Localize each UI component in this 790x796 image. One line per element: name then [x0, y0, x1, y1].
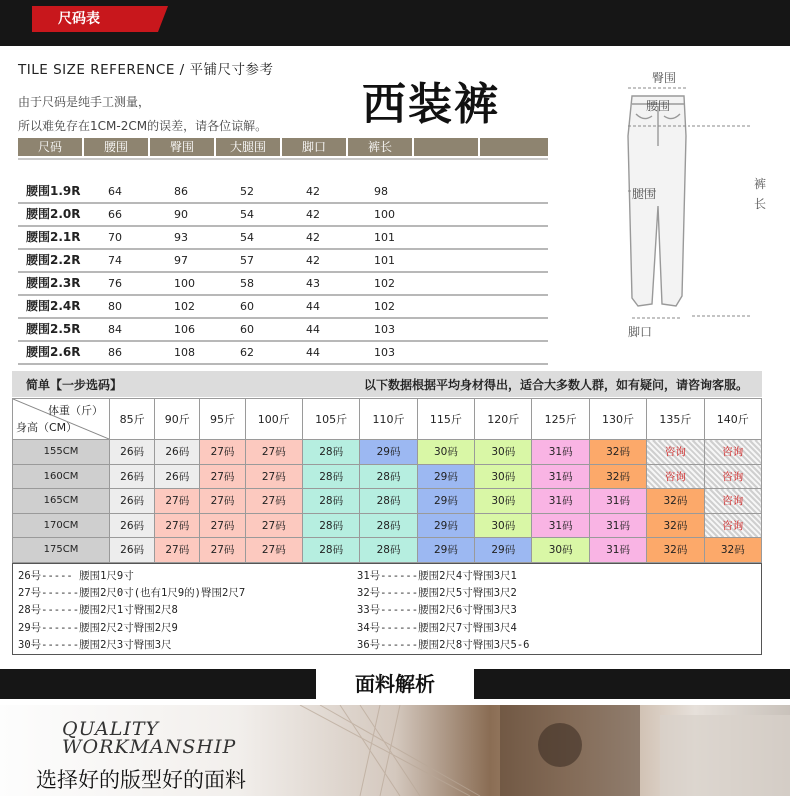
size-row — [18, 227, 548, 250]
size-value: 44 — [306, 300, 320, 313]
size-value: 97 — [174, 254, 188, 267]
consult-cell: 咨询 — [647, 464, 704, 489]
size-value: 70 — [108, 231, 122, 244]
size-cell: 31码 — [589, 513, 646, 538]
size-value: 74 — [108, 254, 122, 267]
size-cell: 28码 — [302, 464, 359, 489]
size-cell: 30码 — [475, 513, 532, 538]
size-cell: 27码 — [200, 538, 245, 563]
size-value: 84 — [108, 323, 122, 336]
size-row — [18, 250, 548, 273]
size-table-body — [18, 181, 548, 365]
consult-cell: 咨询 — [704, 489, 761, 514]
legend-item: 33号------腰围2尺6寸臀围3尺3 — [357, 604, 517, 617]
size-row — [18, 273, 548, 296]
size-value: 57 — [240, 254, 254, 267]
size-value: 58 — [240, 277, 254, 290]
size-cell: 26码 — [110, 489, 155, 514]
size-cell: 28码 — [360, 464, 417, 489]
table-corner — [13, 399, 109, 439]
thigh-label: 腿围 — [632, 187, 657, 201]
size-cell: 31码 — [532, 440, 589, 465]
size-cell: 32码 — [589, 464, 646, 489]
size-cell: 32码 — [589, 440, 646, 465]
size-value: 100 — [174, 277, 195, 290]
weight-header: 90斤 — [155, 399, 200, 440]
size-cell: 26码 — [110, 464, 155, 489]
legend-item: 26号----- 腰围1尺9寸 — [18, 570, 134, 582]
size-cell: 28码 — [302, 538, 359, 563]
size-cell: 29码 — [417, 489, 474, 514]
height-label: 155CM — [13, 440, 110, 465]
size-cell: 31码 — [532, 489, 589, 514]
size-cell: 28码 — [302, 440, 359, 465]
length-label-1: 裤 — [754, 177, 767, 191]
size-name: 腰围2.4R — [26, 299, 81, 313]
size-value: 42 — [306, 231, 320, 244]
quick-select-title: 简单【一步选码】 — [26, 378, 123, 392]
size-value: 42 — [306, 208, 320, 221]
size-row — [18, 342, 548, 365]
weight-header: 135斤 — [647, 399, 704, 440]
weight-header: 125斤 — [532, 399, 589, 440]
size-value: 101 — [374, 254, 395, 267]
note-line-2: 所以难免存在1CM-2CM的误差，请各位谅解。 — [18, 119, 268, 133]
size-cell: 29码 — [417, 464, 474, 489]
size-value: 103 — [374, 346, 395, 359]
size-cell: 28码 — [302, 513, 359, 538]
legend-item: 28号------腰围2尺1寸臀围2尺8 — [18, 604, 178, 617]
size-name: 腰围2.6R — [26, 345, 81, 359]
height-label: 175CM — [13, 538, 110, 563]
size-value: 86 — [174, 185, 188, 198]
size-cell: 31码 — [589, 489, 646, 514]
size-value: 62 — [240, 346, 254, 359]
size-cell: 32码 — [647, 489, 704, 514]
size-cell: 32码 — [647, 538, 704, 563]
header-waist: 腰围 — [84, 138, 150, 156]
size-cell: 27码 — [245, 440, 302, 465]
size-name: 腰围2.0R — [26, 207, 81, 221]
size-value: 42 — [306, 185, 320, 198]
weight-header: 130斤 — [589, 399, 646, 440]
weight-header: 120斤 — [475, 399, 532, 440]
size-chart-tab: 尺码表 — [32, 6, 158, 32]
height-row — [13, 464, 762, 489]
size-cell: 29码 — [417, 513, 474, 538]
quick-select-note: 以下数据根据平均身材得出，适合大多数人群，如有疑问，请咨询客服。 — [363, 378, 748, 392]
size-cell: 28码 — [360, 489, 417, 514]
size-cell: 26码 — [110, 538, 155, 563]
size-cell: 27码 — [200, 464, 245, 489]
size-value: 102 — [374, 300, 395, 313]
size-cell: 30码 — [532, 538, 589, 563]
header-length: 裤长 — [348, 138, 414, 156]
size-cell: 32码 — [704, 538, 761, 563]
size-value: 93 — [174, 231, 188, 244]
size-cell: 30码 — [475, 464, 532, 489]
fabric-section-title: 面料解析 — [316, 669, 474, 699]
height-row — [13, 440, 762, 465]
size-cell: 27码 — [245, 538, 302, 563]
size-value: 103 — [374, 323, 395, 336]
size-row — [18, 204, 548, 227]
product-title: 西装裤 — [362, 79, 500, 130]
size-cell: 31码 — [532, 464, 589, 489]
hem-label: 脚口 — [628, 325, 653, 339]
size-cell: 31码 — [532, 513, 589, 538]
quality-text: QUALITY — [62, 718, 160, 740]
size-selector-table — [12, 398, 762, 563]
height-label: 170CM — [13, 513, 110, 538]
size-cell: 28码 — [302, 489, 359, 514]
size-value: 42 — [306, 254, 320, 267]
size-value: 44 — [306, 323, 320, 336]
legend-item: 34号------腰围2尺7寸臀围3尺4 — [357, 621, 517, 634]
legend-item: 29号------腰围2尺2寸臀围2尺9 — [18, 621, 178, 634]
size-value: 100 — [374, 208, 395, 221]
height-row — [13, 538, 762, 563]
size-name: 腰围2.5R — [26, 322, 81, 336]
size-name: 腰围2.2R — [26, 253, 81, 267]
size-row — [18, 319, 548, 342]
weight-header: 110斤 — [360, 399, 417, 440]
size-value: 102 — [374, 277, 395, 290]
length-label-2: 长 — [754, 197, 767, 211]
size-row — [18, 181, 548, 204]
weight-axis-label: 体重（斤） — [48, 404, 103, 417]
size-row — [18, 296, 548, 319]
size-value: 60 — [240, 300, 254, 313]
size-value: 108 — [174, 346, 195, 359]
weight-header: 105斤 — [302, 399, 359, 440]
quick-select-bar — [12, 371, 762, 397]
weight-header: 85斤 — [110, 399, 155, 440]
weight-header: 115斤 — [417, 399, 474, 440]
size-cell: 32码 — [647, 513, 704, 538]
consult-cell: 咨询 — [704, 513, 761, 538]
size-value: 106 — [174, 323, 195, 336]
header-hip: 臀围 — [150, 138, 216, 156]
height-row — [13, 513, 762, 538]
size-value: 102 — [174, 300, 195, 313]
fabric-slogan: 选择好的版型好的面料 — [36, 768, 246, 792]
weight-header: 95斤 — [200, 399, 245, 440]
weight-header: 140斤 — [704, 399, 761, 440]
size-cell: 30码 — [417, 440, 474, 465]
size-legend — [12, 563, 762, 655]
size-cell: 29码 — [417, 538, 474, 563]
size-value: 76 — [108, 277, 122, 290]
size-value: 43 — [306, 277, 320, 290]
size-cell: 27码 — [200, 489, 245, 514]
size-value: 80 — [108, 300, 122, 313]
note-line-1: 由于尺码是纯手工测量， — [18, 95, 151, 109]
waist-label: 腰围 — [646, 99, 671, 113]
size-value: 66 — [108, 208, 122, 221]
height-label: 165CM — [13, 489, 110, 514]
size-value: 64 — [108, 185, 122, 198]
legend-item: 36号------腰围2尺8寸臀围3尺5-6 — [357, 638, 530, 651]
size-cell: 28码 — [360, 538, 417, 563]
size-cell: 27码 — [245, 489, 302, 514]
consult-cell: 咨询 — [704, 464, 761, 489]
size-cell: 26码 — [155, 464, 200, 489]
legend-item: 27号------腰围2尺0寸(也有1尺9的)臀围2尺7 — [18, 587, 246, 600]
size-value: 52 — [240, 185, 254, 198]
size-cell: 27码 — [200, 513, 245, 538]
pants-sketch — [572, 66, 772, 356]
height-label: 160CM — [13, 464, 110, 489]
size-value: 101 — [374, 231, 395, 244]
reference-title: TILE SIZE REFERENCE / 平铺尺寸参考 — [18, 62, 274, 78]
size-name: 腰围1.9R — [26, 184, 81, 198]
size-cell: 29码 — [475, 538, 532, 563]
size-value: 54 — [240, 231, 254, 244]
size-table-header — [18, 138, 548, 156]
legend-item: 32号------腰围2尺5寸臀围3尺2 — [357, 587, 517, 600]
size-cell: 26码 — [155, 440, 200, 465]
size-cell: 27码 — [155, 489, 200, 514]
legend-item: 31号------腰围2尺4寸臀围3尺1 — [357, 570, 517, 582]
size-cell: 30码 — [475, 440, 532, 465]
height-row — [13, 489, 762, 514]
size-cell: 27码 — [200, 440, 245, 465]
consult-cell: 咨询 — [647, 440, 704, 465]
header-hem: 脚口 — [282, 138, 348, 156]
fabric-section-bar — [0, 669, 790, 699]
workmanship-text: WORKMANSHIP — [62, 736, 237, 758]
hip-label: 臀围 — [652, 71, 677, 85]
header-thigh: 大腿围 — [216, 138, 282, 156]
size-cell: 27码 — [155, 538, 200, 563]
size-cell: 27码 — [245, 513, 302, 538]
size-value: 60 — [240, 323, 254, 336]
size-value: 98 — [374, 185, 388, 198]
height-axis-label: 身高（CM） — [16, 421, 78, 434]
consult-cell: 咨询 — [704, 440, 761, 465]
size-value: 86 — [108, 346, 122, 359]
weight-header: 100斤 — [245, 399, 302, 440]
size-name: 腰围2.1R — [26, 230, 81, 244]
size-name: 腰围2.3R — [26, 276, 81, 290]
size-cell: 27码 — [155, 513, 200, 538]
size-cell: 31码 — [589, 538, 646, 563]
size-value: 54 — [240, 208, 254, 221]
size-cell: 26码 — [110, 440, 155, 465]
header-size: 尺码 — [18, 138, 84, 156]
size-value: 90 — [174, 208, 188, 221]
size-cell: 27码 — [245, 464, 302, 489]
size-value: 44 — [306, 346, 320, 359]
size-cell: 29码 — [360, 440, 417, 465]
top-banner — [0, 0, 790, 46]
size-cell: 26码 — [110, 513, 155, 538]
size-cell: 30码 — [475, 489, 532, 514]
legend-item: 30号------腰围2尺3寸臀围3尺 — [18, 638, 172, 651]
size-cell: 28码 — [360, 513, 417, 538]
